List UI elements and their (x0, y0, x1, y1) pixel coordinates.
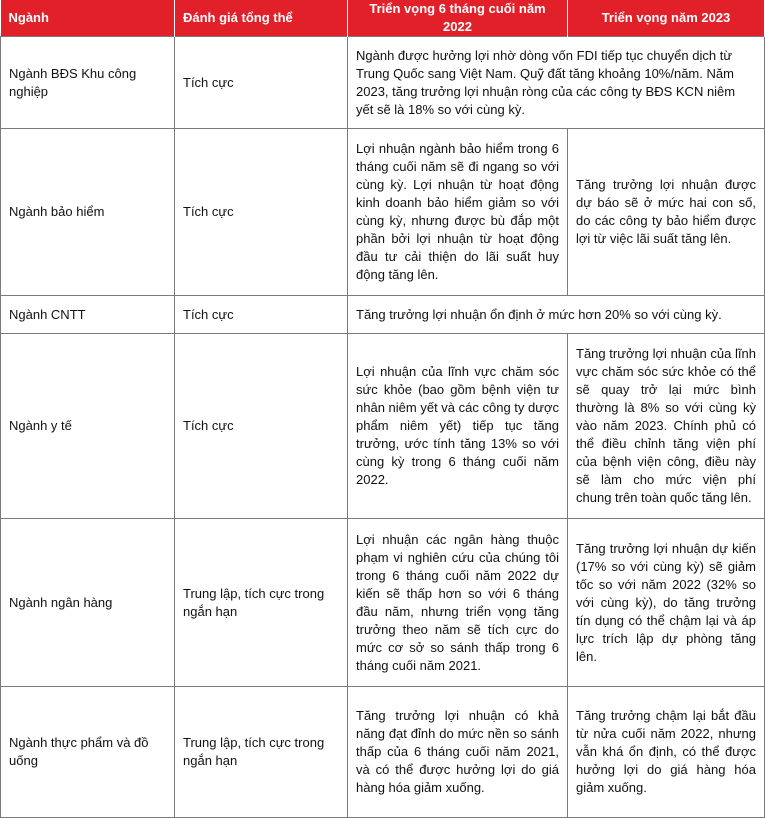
outlook-merged-cell: Ngành được hưởng lợi nhờ dòng vốn FDI tiếp tục chuyển dịch từ Trung Quốc sang Việt Nam. Quỹ đất tăng khoảng 10%/năm. Năm 2023, tăng trưởng lợi nhuận ròng của các công ty BĐS KCN niêm yết sẽ là 18% so với cùng kỳ. (348, 37, 765, 129)
table-row (1, 296, 765, 334)
sector-cell: Ngành CNTT (1, 296, 175, 334)
header-sector: Ngành (1, 0, 175, 37)
outlook-h2-2022-cell: Tăng trưởng lợi nhuận có khả năng đạt đỉnh do mức nền so sánh thấp của 6 tháng cuối năm 2021, và có thể được hưởng lợi do giá hàng hóa giảm xuống. (348, 687, 568, 818)
sector-cell: Ngành BĐS Khu công nghiệp (1, 37, 175, 129)
rating-cell: Tích cực (175, 296, 348, 334)
sector-cell: Ngành thực phẩm và đồ uống (1, 687, 175, 818)
sector-cell: Ngành y tế (1, 334, 175, 519)
outlook-merged-cell: Tăng trưởng lợi nhuận ổn định ở mức hơn 20% so với cùng kỳ. (348, 296, 765, 334)
table-row (1, 519, 765, 687)
outlook-2023-cell: Tăng trưởng chậm lại bắt đầu từ nửa cuối năm 2022, nhưng vẫn khá ổn định, có thể được hưởng lợi do giá hàng hóa giảm xuống. (568, 687, 765, 818)
table-row (1, 37, 765, 129)
sector-cell: Ngành ngân hàng (1, 519, 175, 687)
outlook-2023-cell: Tăng trưởng lợi nhuận được dự báo sẽ ở mức hai con số, do các công ty bảo hiểm được lợi từ việc lãi suất tăng lên. (568, 129, 765, 296)
rating-cell: Tích cực (175, 37, 348, 129)
rating-cell: Tích cực (175, 334, 348, 519)
table-row (1, 129, 765, 296)
outlook-h2-2022-cell: Lợi nhuận ngành bảo hiểm trong 6 tháng cuối năm sẽ đi ngang so với cùng kỳ. Lợi nhuận từ hoạt động kinh doanh bảo hiểm giảm so với cùng kỳ, nhưng được bù đắp một phần bởi lợi nhuận từ hoạt động đầu tư cải thiện do lãi suất huy động tăng lên. (348, 129, 568, 296)
rating-cell: Tích cực (175, 129, 348, 296)
outlook-h2-2022-cell: Lợi nhuận các ngân hàng thuộc phạm vi nghiên cứu của chúng tôi trong 6 tháng cuối năm 2022 dự kiến sẽ thấp hơn so với 6 tháng đầu năm, nhưng triển vọng tăng trưởng theo năm sẽ tích cực do mức cơ sở so sánh thấp trong 6 tháng cuối năm 2021. (348, 519, 568, 687)
sector-cell: Ngành bảo hiểm (1, 129, 175, 296)
rating-cell: Trung lập, tích cực trong ngắn hạn (175, 519, 348, 687)
header-row (1, 0, 765, 37)
header-2023-outlook: Triển vọng năm 2023 (568, 0, 765, 37)
outlook-2023-cell: Tăng trưởng lợi nhuận dự kiến (17% so với cùng kỳ) sẽ giảm tốc so với năm 2022 (32% so với cùng kỳ), do tăng trưởng tín dụng có thể chậm lại và áp lực trích lập dự phòng tăng lên. (568, 519, 765, 687)
header-overall-rating: Đánh giá tổng thể (175, 0, 348, 37)
table-row (1, 687, 765, 818)
outlook-2023-cell: Tăng trưởng lợi nhuận của lĩnh vực chăm sóc sức khỏe có thể sẽ quay trở lại mức bình thường là 8% so với cùng kỳ vào năm 2023. Chính phủ có thể điều chỉnh tăng viện phí của bệnh viện công, điều này sẽ làm cho mức viện phí chung trên toàn quốc tăng lên. (568, 334, 765, 519)
table-row (1, 334, 765, 519)
rating-cell: Trung lập, tích cực trong ngắn hạn (175, 687, 348, 818)
outlook-h2-2022-cell: Lợi nhuận của lĩnh vực chăm sóc sức khỏe (bao gồm bệnh viện tư nhân niêm yết và các công ty dược phẩm niêm yết) tiếp tục tăng trưởng, ước tính tăng 13% so với cùng kỳ trong 6 tháng cuối năm 2022. (348, 334, 568, 519)
header-h2-2022-outlook: Triển vọng 6 tháng cuối năm 2022 (348, 0, 568, 37)
